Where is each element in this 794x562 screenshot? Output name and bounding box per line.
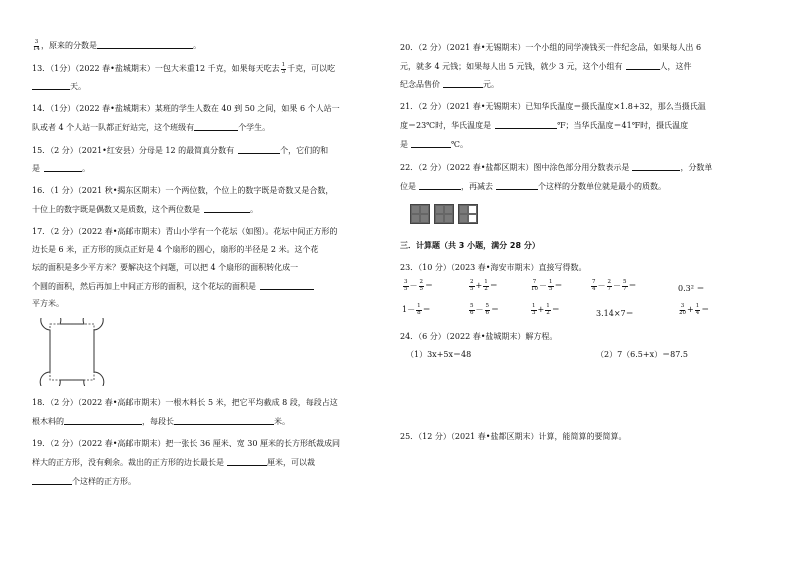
question-21-line2: 度＝23℃时，华氏温度是 ℉；当华氏温度＝41℉时，摄氏温度: [400, 121, 689, 130]
question-13: 13．（1分）（2022 春•盐城期末）一包大米重12 千克，如果每天吃去 $\frac{1}{3}$ 千克，可以吃: [32, 62, 336, 75]
square-2: [434, 204, 454, 224]
question-17-line5: 平方米。: [32, 299, 64, 308]
equation-1: （1）3x+5x＝48: [406, 350, 472, 359]
question-20-line3: 纪念品售价 元。: [400, 80, 499, 89]
answer-blank[interactable]: [626, 61, 660, 70]
fraction: $\frac{3}{14}$: [33, 39, 40, 52]
square-1: [410, 204, 430, 224]
calc-row-1: [400, 280, 772, 300]
question-19: 19．（2 分）（2022 春•高邮市期末）把一张长 36 厘米、宽 30 厘米的长方形纸裁成同: [32, 439, 340, 448]
question-22: 22．（2 分）（2022 春•盐都区期末）图中涂色部分用分数表示是 ，分数单: [400, 163, 713, 172]
calc-item: $\frac{3}{20}$ + $\frac{1}{4}$ ＝: [679, 303, 710, 316]
question-24-title: 24．（6 分）（2022 春•盐城期末）解方程。: [400, 332, 558, 341]
question-12-tail: $\frac{3}{14}$ ，原来的分数是 。: [33, 39, 201, 52]
question-19-line3: 个这样的正方形。: [32, 476, 136, 487]
question-18: 18．（2 分）（2022 春•高邮市期末）一根木料长 5 米，把它平均截成 8 段，每段占这: [32, 398, 338, 407]
answer-blank[interactable]: [496, 181, 538, 190]
shaded-fraction-figure: [410, 202, 482, 226]
calc-item: $\frac{3}{5}$ － $\frac{2}{5}$ ＝: [404, 279, 433, 292]
flower-bed-figure: [34, 318, 110, 386]
calc-item: 3.14×7＝: [596, 309, 634, 318]
question-17: 17．（2 分）（2022 春•高邮市期末）青山小学有一个花坛（如图）。花坛中间正方形的: [32, 227, 338, 236]
square-3: [458, 204, 478, 224]
question-17-line2: 边长是 6 米，正方形的顶点正好是 4 个扇形的圆心，扇形的半径是 2 米。这个花: [32, 245, 319, 254]
question-21: 21．（2 分）（2021 春•无锡期末）已知华氏温度＝摄氏温度×1.8+32，那么当摄氏温: [400, 102, 706, 111]
calc-item: $\frac{7}{4}$ － $\frac{2}{7}$ － $\frac{5}{7}$ ＝: [592, 279, 637, 292]
answer-blank[interactable]: [227, 457, 267, 466]
calc-item: $\frac{2}{5}$ + $\frac{1}{2}$ ＝: [470, 279, 498, 292]
calc-item: 1－ $\frac{1}{8}$ ＝: [402, 303, 431, 316]
answer-blank[interactable]: [44, 163, 82, 172]
question-13-line2: 天。: [32, 81, 86, 92]
question-18-line2: 根木料的 ，每段长 米。: [32, 417, 290, 426]
question-14: 14．（1分）（2022 春•盐城期末）某班的学生人数在 40 到 50 之间，如果 6 个人站一: [32, 104, 340, 113]
question-22-line2: 位是 ，再减去 个这样的分数单位就是最小的质数。: [400, 182, 666, 191]
question-15-line2: 是 。: [32, 164, 90, 173]
question-19-line2: 样大的正方形，没有剩余。裁出的正方形的边长最长是 厘米，可以裁: [32, 458, 315, 467]
answer-blank[interactable]: [194, 122, 238, 131]
answer-blank[interactable]: [443, 79, 483, 88]
calc-item: $\frac{5}{6}$ － $\frac{5}{6}$ ＝: [470, 303, 499, 316]
question-17-line4: 个圆的面积，然后再加上中间正方形的面积，这个花坛的面积是: [32, 281, 314, 292]
question-20: 20．（2 分）（2021 春•无锡期末）一个小组的同学凑钱买一件纪念品，如果每人出 6: [400, 43, 702, 52]
answer-blank[interactable]: [32, 81, 70, 90]
answer-blank[interactable]: [64, 416, 142, 425]
calc-item: $\frac{7}{10}$ － $\frac{1}{5}$ ＝: [531, 279, 563, 292]
answer-blank[interactable]: [260, 281, 314, 290]
question-17-line3: 坛的面积是多少平方米？要解决这个问题，可以把 4 个扇形的面积转化成一: [32, 263, 299, 272]
answer-blank[interactable]: [238, 145, 280, 154]
question-14-line2: 队或者 4 个人站一队都正好站完，这个班级有 个学生。: [32, 123, 271, 132]
fraction: $\frac{1}{3}$: [281, 62, 286, 75]
calc-item: $\frac{1}{3}$ + $\frac{1}{2}$ ＝: [532, 303, 560, 316]
answer-blank[interactable]: [204, 204, 250, 213]
question-23-title: 23．（10 分）（2023 春•海安市期末）直接写得数。: [400, 263, 587, 272]
question-25-title: 25．（12 分）（2021 春•盐都区期末）计算，能简算的要简算。: [400, 432, 627, 441]
calc-row-2: [400, 304, 772, 324]
question-16-line2: 十位上的数字既是偶数又是质数，这个两位数是 。: [32, 205, 258, 214]
section-heading-calculation: 三．计算题（共 3 小题，满分 28 分）: [400, 241, 540, 250]
answer-blank[interactable]: [97, 40, 193, 49]
question-20-line2: 元，就多 4 元钱；如果每人出 5 元钱，就少 3 元，这个小组有 人，这件: [400, 62, 692, 71]
answer-blank[interactable]: [174, 416, 274, 425]
answer-blank[interactable]: [32, 476, 72, 485]
answer-blank[interactable]: [495, 120, 557, 129]
answer-blank[interactable]: [632, 162, 680, 171]
calc-item: 0.3² ＝: [678, 284, 705, 293]
question-15: 15．（2 分）（2021•红安县）分母是 12 的最简真分数有 个，它们的和: [32, 146, 329, 155]
question-16: 16．（1 分）（2021 秋•揭东区期末）一个两位数，个位上的数字既是奇数又是合数，: [32, 186, 334, 195]
question-21-line3: 是 ℃。: [400, 140, 468, 149]
equation-2: （2）7（6.5+x）＝87.5: [596, 350, 688, 359]
answer-blank[interactable]: [411, 139, 451, 148]
answer-blank[interactable]: [419, 181, 461, 190]
